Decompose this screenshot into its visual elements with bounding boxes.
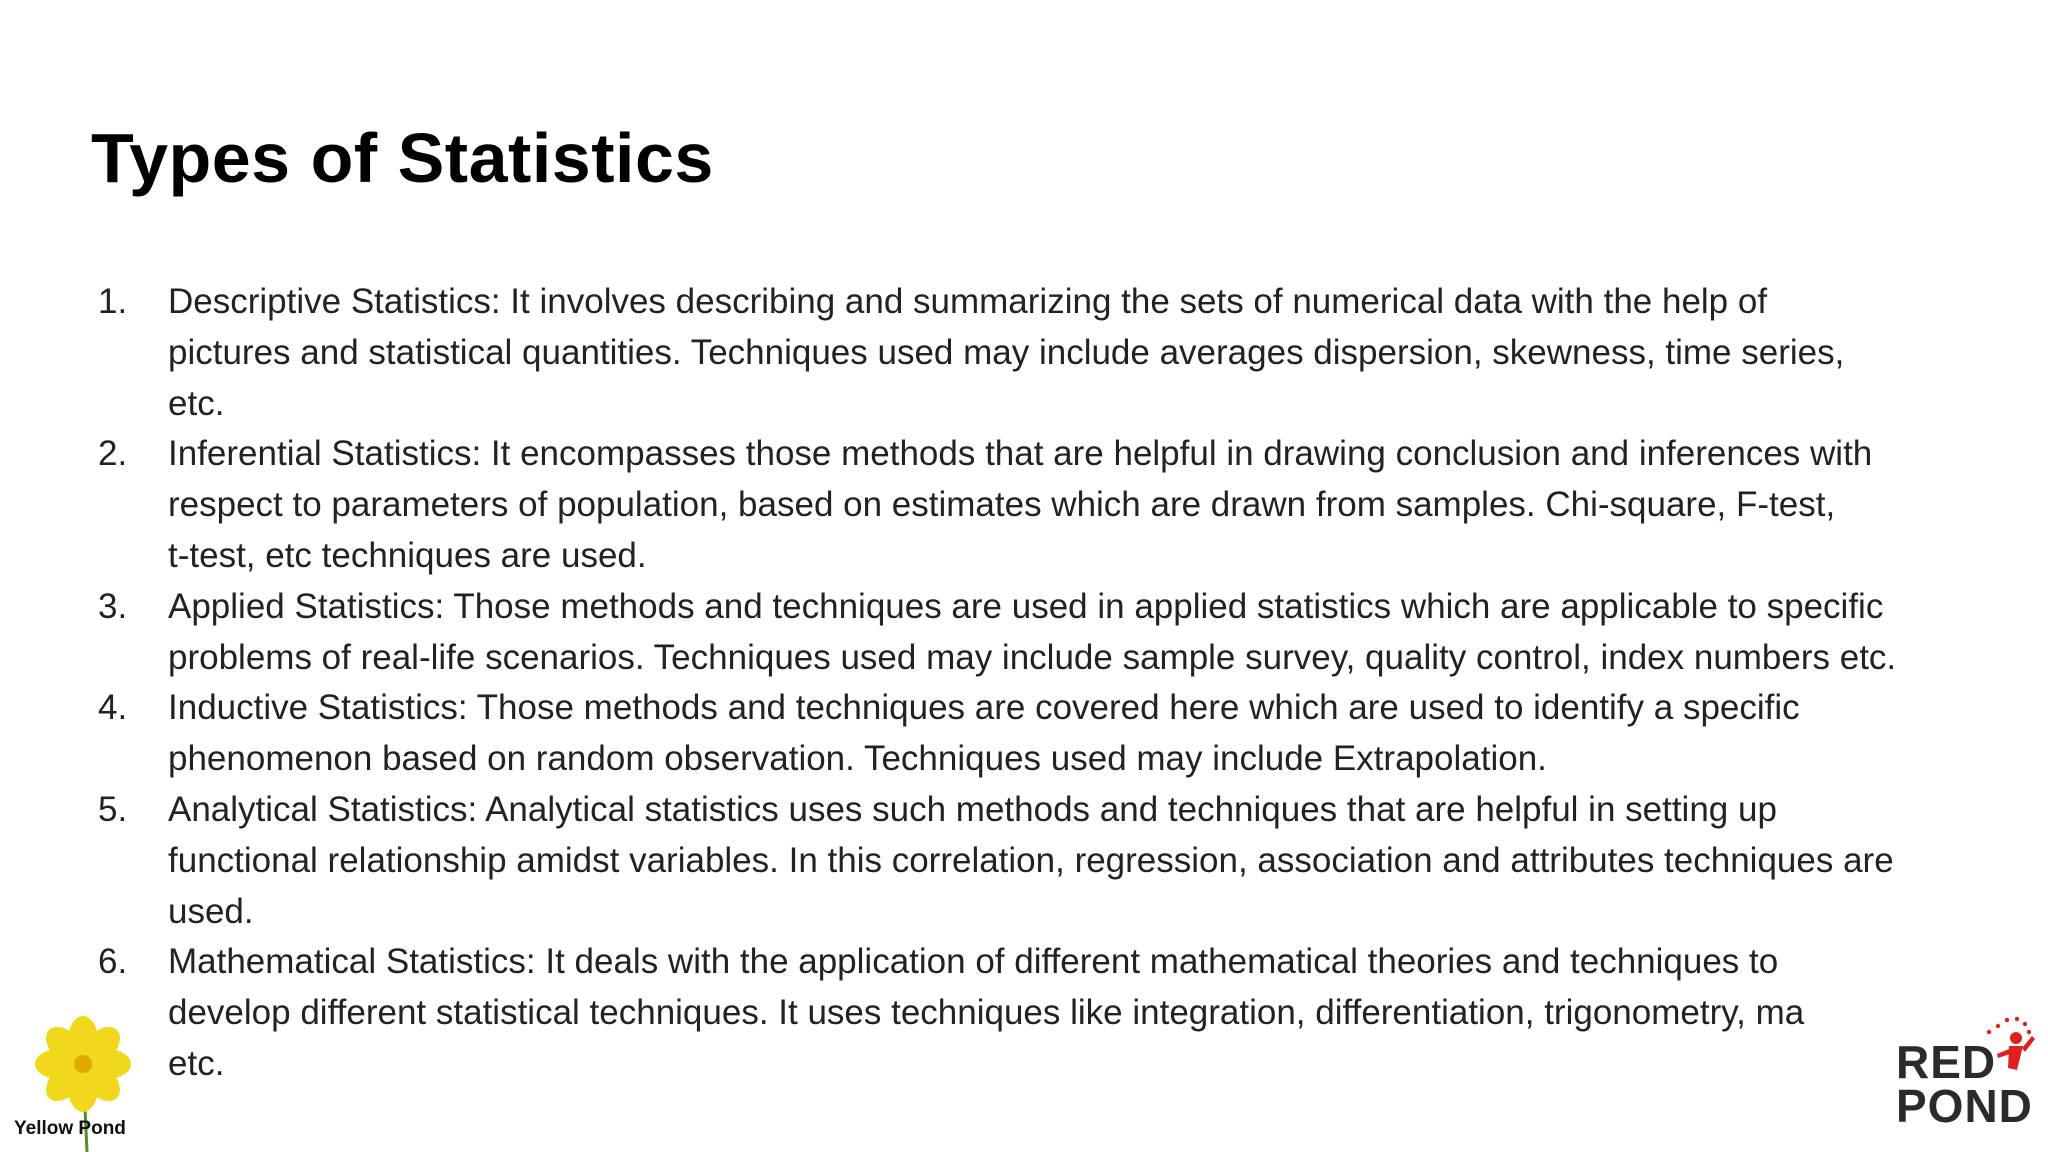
list-item (98, 683, 1998, 785)
list-item-number: 6. (98, 942, 128, 982)
list-item-number: 1. (98, 282, 128, 321)
list-item-line: phenomenon based on random observation. Techniques used may include Extrapolation. (168, 739, 1547, 779)
list-item-line: Inductive Statistics: Those methods and techniques are covered here which are used to identify a specific (168, 688, 1800, 728)
red-pond-logo-line2: POND (1896, 1080, 2033, 1132)
list-item (98, 277, 1998, 429)
yellow-pond-logo-label: Yellow Pond (14, 1118, 126, 1139)
list-item-line: Applied Statistics: Those methods and techniques are used in applied statistics which are applicable to specific (168, 586, 1884, 626)
list-item (98, 785, 1998, 937)
slide-title: Types of Statistics (91, 119, 714, 197)
list-item-line: Descriptive Statistics: It involves describing and summarizing the sets of numerical data with the help of (168, 282, 1768, 321)
list-item-line: develop different statistical techniques. It uses techniques like integration, differentiation, trigonometry, ma (168, 993, 1805, 1033)
list-item (98, 582, 1998, 684)
list-item (98, 937, 1998, 1089)
list-item-line: respect to parameters of population, based on estimates which are drawn from samples. Chi-square, F-test, (168, 485, 1836, 525)
list-item-line: etc. (168, 383, 225, 423)
list-item-line: pictures and statistical quantities. Techniques used may include averages dispersion, skewness, time series, (168, 332, 1845, 372)
list-item-number: 5. (98, 789, 128, 829)
list-item-line: etc. (168, 1043, 225, 1083)
list-item-line: Analytical Statistics: Analytical statistics uses such methods and techniques that are helpful in setting up (168, 789, 1777, 829)
list-item-number: 2. (98, 434, 128, 474)
list-item-number: 4. (98, 688, 128, 728)
list-item-line: used. (168, 891, 254, 931)
list-item-line: Mathematical Statistics: It deals with the application of different mathematical theories and techniques to (168, 942, 1779, 982)
statistics-types-list (98, 277, 1998, 1090)
list-item-line: functional relationship amidst variables. In this correlation, regression, association and attributes techniques are (168, 840, 1894, 880)
list-item-line: t-test, etc techniques are used. (168, 535, 647, 575)
list-item-number: 3. (98, 586, 128, 626)
list-item-line: Inferential Statistics: It encompasses those methods that are helpful in drawing conclusion and inferences with (168, 434, 1873, 474)
list-item (98, 429, 1998, 581)
red-pond-logo-line1: RED (1896, 1036, 1997, 1088)
list-item-line: problems of real-life scenarios. Techniques used may include sample survey, quality control, index numbers etc. (168, 637, 1897, 677)
